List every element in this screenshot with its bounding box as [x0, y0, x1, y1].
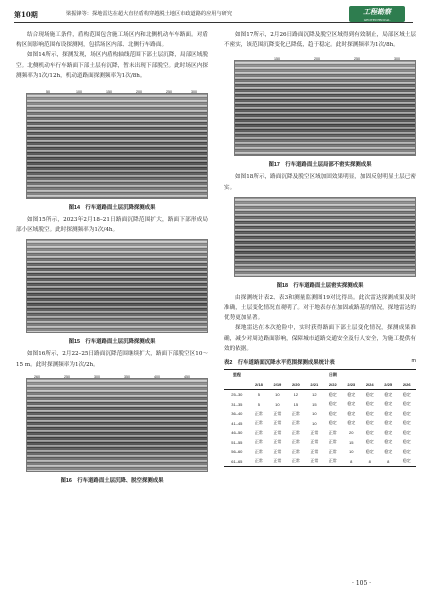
- table-cell: 稳定: [347, 401, 356, 407]
- table-header-cell: 日期: [250, 370, 416, 380]
- tick: 400: [154, 374, 160, 379]
- table-row: [224, 428, 416, 438]
- date-cell: 2/24: [361, 380, 379, 390]
- table-cell: 正常: [328, 448, 337, 454]
- table-cell: 稳定: [328, 420, 337, 426]
- table-cell: 稳定: [365, 429, 374, 435]
- table-cell: 正常: [291, 420, 300, 426]
- radar-image-14: [26, 93, 208, 199]
- table-cell: 10: [312, 420, 317, 426]
- tick: 250: [166, 90, 172, 95]
- table-cell: 稳定: [384, 391, 393, 397]
- figure-18-caption: 图18 行车道路面土层密实探测成果: [276, 282, 364, 289]
- figure-15-caption: 图15 行车道路面土层沉降探测成果: [68, 339, 156, 346]
- radar-image-18: [234, 197, 416, 277]
- table-cell: 正常: [291, 448, 300, 454]
- table-cell: 稳定: [384, 448, 393, 454]
- table-cell: 稳定: [384, 410, 393, 416]
- table-cell: 10: [275, 401, 280, 407]
- table-cell: 稳定: [402, 401, 411, 407]
- table-cell: 正常: [273, 439, 282, 445]
- table-row: [224, 409, 416, 419]
- table-cell: 61–65: [224, 457, 250, 467]
- table-cell: 稳定: [384, 439, 393, 445]
- header-rule: [14, 22, 413, 23]
- table-cell: 稳定: [328, 401, 337, 407]
- right-paragraph-2: 如图18所示，路面沉降及脱空区域加固效果明显，加固反射明显土层已密实。: [224, 174, 416, 191]
- tick: 300: [394, 57, 400, 62]
- date-cell: 2/20: [287, 380, 305, 390]
- table-row: [224, 390, 416, 400]
- table-cell: 15: [293, 401, 299, 407]
- figure-16: [16, 374, 208, 484]
- table-cell: 正常: [310, 439, 319, 445]
- table-cell: 稳定: [402, 439, 411, 445]
- page-header: [14, 6, 413, 28]
- table-cell: 正常: [310, 448, 319, 454]
- table-2: [224, 369, 416, 467]
- table-cell: 稳定: [365, 410, 374, 416]
- table-row: [224, 400, 416, 410]
- table-cell: 36–40: [231, 411, 243, 417]
- table-row: [224, 419, 416, 429]
- table-cell: 20: [349, 430, 354, 436]
- table-cell: 正常: [273, 429, 282, 435]
- page-number: · 105 ·: [352, 580, 372, 587]
- figure-17-caption: 图17 行车道路面土层局部不密实探测成果: [268, 162, 372, 169]
- radar-image-15: [26, 239, 208, 333]
- table-cell: 正常: [287, 457, 305, 467]
- table-cell: 稳定: [365, 448, 374, 454]
- tick: 450: [184, 374, 190, 379]
- table-cell: 正常: [254, 410, 263, 416]
- table-cell: 51–55: [231, 439, 243, 445]
- table-cell: 稳定: [365, 401, 374, 407]
- table-cell: 正常: [291, 410, 300, 416]
- figure-14-ticks: [26, 90, 208, 97]
- table-cell: 正常: [250, 457, 268, 467]
- table-cell: 正常: [254, 429, 263, 435]
- table-cell: 稳定: [347, 410, 356, 416]
- left-paragraph-2: 如图14所示，探测发现，场区内盾构轴线范围下部土层沉降，局部区域脱空。北侧机动车行车路面下部土层有沉降，暂未出现下部脱空。此时场区内探测频率为1次/12h，机动道路面探测频率为1次/8h。: [16, 52, 208, 79]
- table-cell: 稳定: [347, 391, 356, 397]
- date-cell: 2/18: [250, 380, 268, 390]
- figure-16-caption: 图16 行车道路面土层沉降、脱空探测成果: [60, 477, 164, 484]
- table-cell: 10: [349, 449, 354, 455]
- table-cell: 正常: [254, 420, 263, 426]
- table-cell: 稳定: [328, 391, 337, 397]
- date-cell: 2/21: [305, 380, 323, 390]
- table-cell: 正常: [273, 410, 282, 416]
- table-date-row: [224, 380, 416, 390]
- tick: 260: [34, 374, 40, 379]
- figure-18: [224, 197, 416, 289]
- right-paragraph-1: 如图17所示，2月26日路面沉降及脱空区域得到有效制止，局部区域土层不密实，该范围沉降变化已降低，趋于稳定。此时探测频率为1次/8h。: [224, 32, 416, 49]
- tick: 200: [136, 90, 142, 95]
- figure-15: [16, 239, 208, 345]
- table-cell: 正常: [291, 439, 300, 445]
- issue-number: 第10期: [14, 10, 38, 19]
- table-cell: 12: [293, 392, 299, 398]
- table-cell: 8: [379, 457, 397, 467]
- tick: 150: [106, 90, 112, 95]
- tick: 300: [94, 374, 100, 379]
- table-cell: 56–60: [231, 449, 243, 455]
- table-cell: 正常: [328, 439, 337, 445]
- date-cell: 2/19: [268, 380, 286, 390]
- date-cell: 2/22: [324, 380, 342, 390]
- table-cell: 正常: [305, 457, 323, 467]
- table-cell: 8: [342, 457, 360, 467]
- table-row: [224, 457, 416, 467]
- date-cell: 2/23: [342, 380, 360, 390]
- tick: 350: [124, 374, 130, 379]
- tick: 200: [314, 57, 320, 62]
- table-cell: 41–45: [231, 420, 243, 426]
- left-paragraph-4: 如图16所示，2月22–25日路面沉降范围继续扩大，路面下部脱空区10～15 m。此时探测频率为1次/2h。: [16, 351, 208, 368]
- table-cell: 15: [312, 401, 317, 407]
- radar-image-17: [234, 60, 416, 156]
- table-cell: 15: [349, 439, 354, 445]
- table-cell: 稳定: [384, 401, 393, 407]
- journal-logo: 工程勘察 GEOTECHNICAL: [349, 6, 405, 22]
- table-cell: 正常: [273, 448, 282, 454]
- right-paragraph-4: 探地雷达在本次抢险中，实时获得路面下部土层变化情况，探测成果准确，减少对周边路面影响，保障城市道路交通安全及行人安全，为施工提供有效的依据。: [224, 325, 416, 352]
- table-cell: 稳定: [402, 429, 411, 435]
- table-cell: 12: [312, 392, 317, 398]
- running-title: 梁振锋等：探地雷达在超大直径盾构穿越脱土地区市政道路的应用与研究: [66, 11, 233, 17]
- figure-17: [224, 57, 416, 169]
- left-column: [16, 30, 208, 484]
- table-cell: 31–35: [231, 401, 243, 407]
- table-2-caption: 表2 行车道路面沉降水平范围探测成果统计表 m: [224, 358, 416, 367]
- figure-14: [16, 90, 208, 212]
- table-cell: 稳定: [384, 420, 393, 426]
- table-header-cell: 里程: [224, 370, 250, 380]
- right-paragraph-3: 由探测统计表2、表3和测量监测图19对比得出。此次雷达探测成果及时准确，土层变化情况直观明了。对于地表存在加固或路基的情况，探地雷达的优势更加显著。: [224, 294, 416, 322]
- table-cell: 10: [275, 392, 280, 398]
- table-cell: 10: [312, 411, 317, 417]
- tick: 150: [274, 57, 280, 62]
- tick: 250: [64, 374, 70, 379]
- table-cell: 正常: [273, 420, 282, 426]
- figure-17-ticks: [234, 57, 416, 64]
- left-paragraph-3: 如图15所示，2023年2月18–21日路面沉降范围扩大，路面下部形成局部小区域脱空。此时探测频率为1次/4h。: [16, 217, 208, 234]
- table-cell: 正常: [324, 457, 342, 467]
- tick: 50: [46, 90, 50, 95]
- table-cell: 5: [257, 392, 261, 398]
- table-cell: 正常: [310, 429, 319, 435]
- table-cell: 25–30: [231, 392, 243, 398]
- figure-16-ticks: [26, 375, 208, 382]
- table-row: [224, 438, 416, 448]
- tick: 100: [76, 90, 82, 95]
- table-cell: 稳定: [365, 439, 374, 445]
- table-cell: 正常: [328, 429, 337, 435]
- table-cell: 稳定: [328, 410, 337, 416]
- table-cell: 稳定: [365, 420, 374, 426]
- right-column: [224, 30, 416, 467]
- table-cell: 稳定: [365, 391, 374, 397]
- table-cell: 正常: [268, 457, 286, 467]
- tick: 300: [191, 90, 197, 95]
- table-cell: 46–50: [231, 430, 243, 436]
- table-cell: 8: [361, 457, 379, 467]
- table-cell: 正常: [291, 429, 300, 435]
- left-paragraph-1: 结合现场施工条件，盾构范围包含施工场区内和北侧机动车车路面。对盾构区间影响范围布设探测网，包括场区内部、北侧行车路面。: [16, 32, 208, 49]
- radar-image-16: [26, 378, 208, 472]
- table-cell: 正常: [254, 439, 263, 445]
- table-cell: 稳定: [347, 420, 356, 426]
- table-cell: 稳定: [397, 457, 416, 467]
- table-cell: 稳定: [402, 391, 411, 397]
- date-cell: 2/25: [379, 380, 397, 390]
- table-cell: 稳定: [402, 420, 411, 426]
- table-row: [224, 447, 416, 457]
- table-cell: 正常: [254, 448, 263, 454]
- tick: 250: [354, 57, 360, 62]
- figure-14-caption: 图14 行车道路面土层沉降探测成果: [68, 205, 156, 212]
- table-cell: 稳定: [402, 410, 411, 416]
- table-cell: 5: [257, 401, 261, 407]
- date-cell: 2/26: [397, 380, 416, 390]
- table-cell: 稳定: [402, 448, 411, 454]
- table-cell: 稳定: [384, 429, 393, 435]
